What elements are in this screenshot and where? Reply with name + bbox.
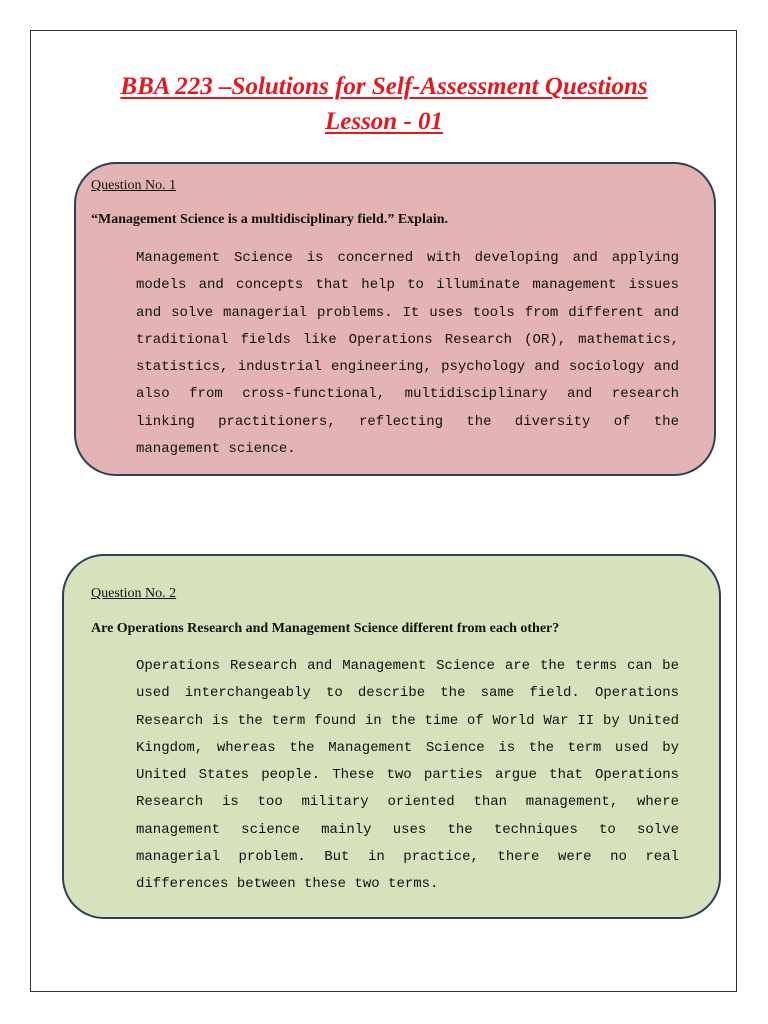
document-title: BBA 223 –Solutions for Self-Assessment Questions: [120, 73, 648, 100]
question-1-label: Question No. 1: [91, 178, 177, 193]
question-box-2: [62, 554, 721, 919]
lesson-subtitle: Lesson - 01: [324, 108, 444, 135]
question-2-answer: Operations Research and Management Science are the terms can be used interchangeably to describe the same field. Operations Research is the term found in the time of World War II by United Kingdom, whereas the Management Science is the term used by United States people. These two parties argue that Operations Research is too military oriented than management, where management science mainly uses the techniques to solve managerial problem. But in practice, there were no real differences between these two terms.: [136, 658, 679, 893]
question-1-text: “Management Science is a multidisciplinary field.” Explain.: [91, 212, 449, 227]
question-2-text: Are Operations Research and Management Science different from each other?: [91, 621, 560, 636]
question-1-answer: Management Science is concerned with developing and applying models and concepts that help to illuminate management issues and solve managerial problems. It uses tools from different and traditional fields like Operations Research (OR), mathematics, statistics, industrial engineering, psychology and sociology and also from cross-functional, multidisciplinary and research linking practitioners, reflecting the diversity of the management science.: [136, 250, 679, 458]
question-box-1: [74, 162, 716, 476]
question-2-label: Question No. 2: [91, 586, 177, 601]
